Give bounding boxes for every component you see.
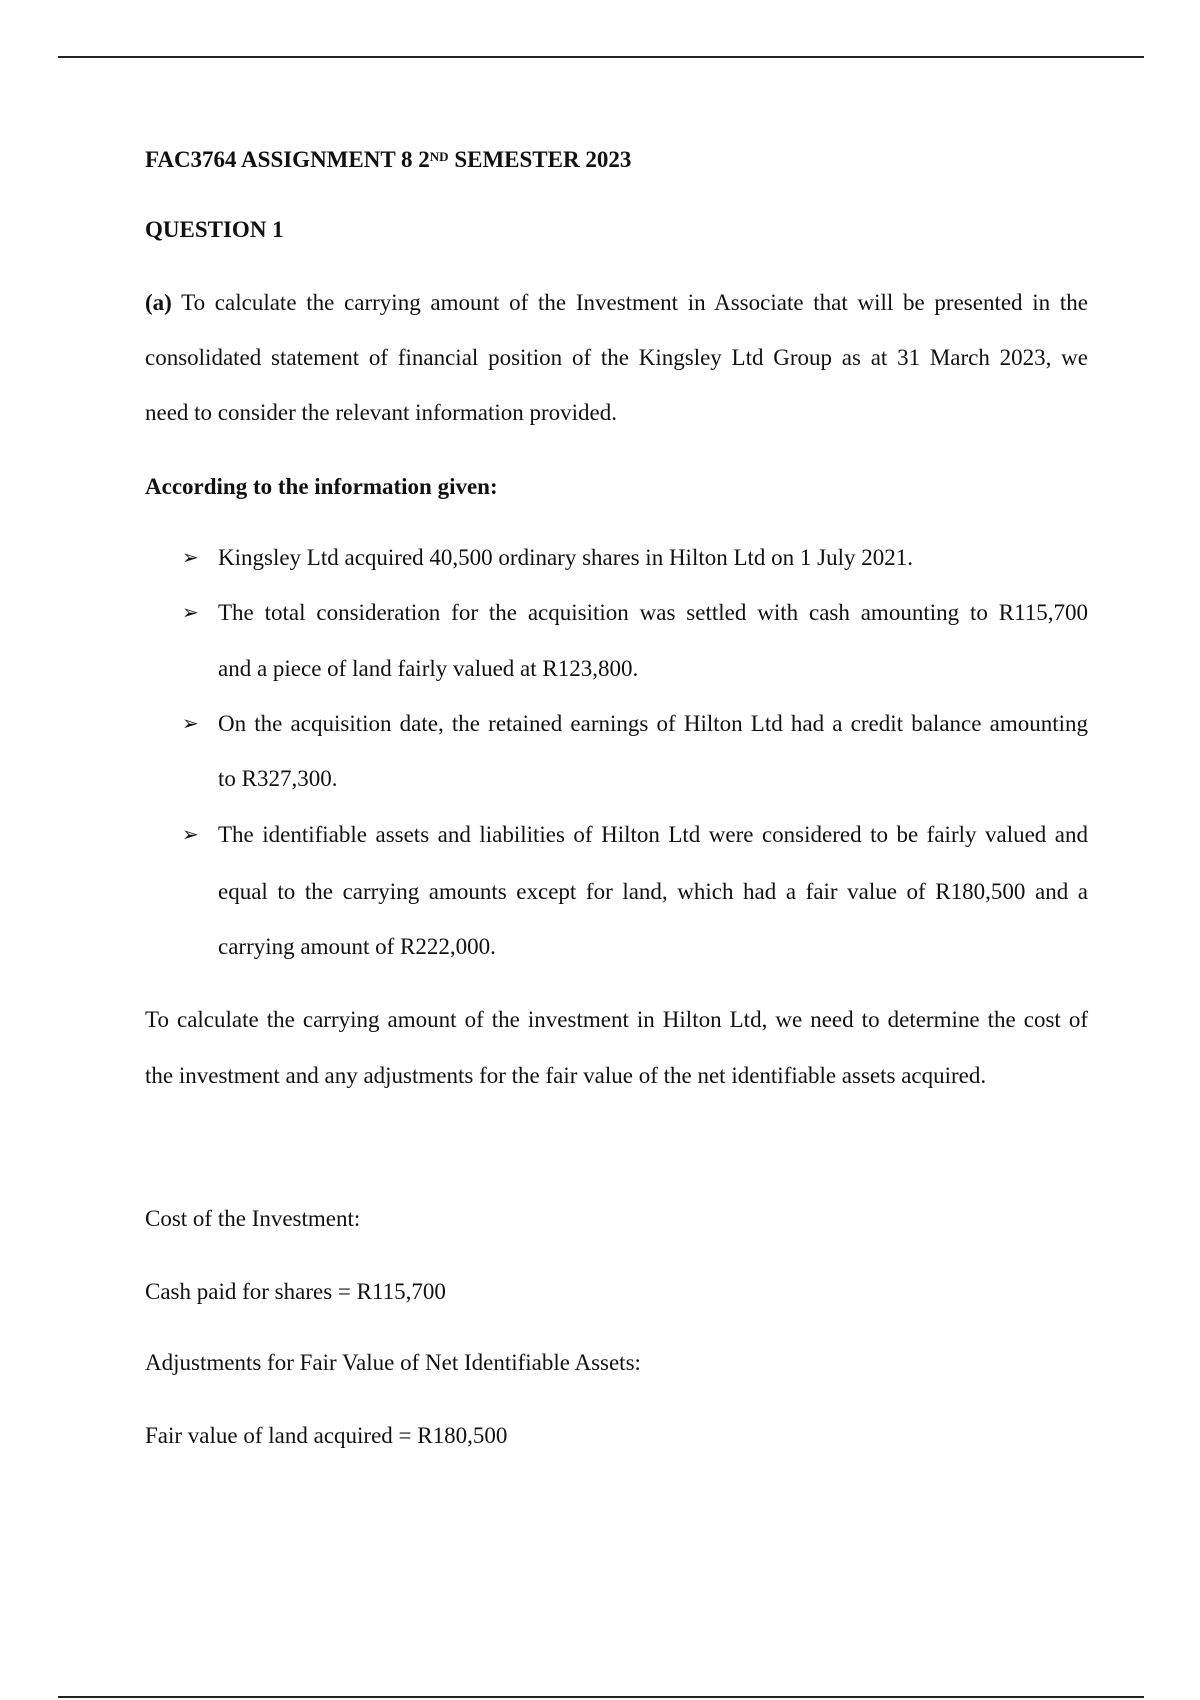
top-rule: [58, 56, 1144, 58]
arrow-bullet-icon: ➢: [182, 547, 199, 569]
part-a-line-1: (a) To calculate the carrying amount of the Investment in Associate that will be presented in the: [145, 290, 1088, 315]
part-a-label: (a): [145, 290, 172, 315]
arrow-bullet-icon: ➢: [182, 713, 199, 735]
cash-paid-line: Cash paid for shares = R115,700: [145, 1279, 446, 1304]
document-title: FAC3764 ASSIGNMENT 8 2ND SEMESTER 2023: [145, 147, 632, 172]
arrow-bullet-icon: ➢: [182, 824, 199, 846]
bullet-2-line-2: and a piece of land fairly valued at R123,800.: [218, 656, 639, 681]
bullet-1-line-1: Kingsley Ltd acquired 40,500 ordinary shares in Hilton Ltd on 1 July 2021.: [218, 545, 914, 570]
info-heading: According to the information given:: [145, 474, 498, 499]
adjustments-heading: Adjustments for Fair Value of Net Identifiable Assets:: [145, 1350, 641, 1375]
question-heading: QUESTION 1: [145, 217, 284, 242]
method-line-2: the investment and any adjustments for the fair value of the net identifiable assets acquired.: [145, 1063, 987, 1088]
method-line-1: To calculate the carrying amount of the investment in Hilton Ltd, we need to determine the cost of: [145, 1007, 1088, 1032]
cost-heading: Cost of the Investment:: [145, 1206, 361, 1231]
title-superscript: ND: [429, 149, 449, 164]
bullet-4-line-3: carrying amount of R222,000.: [218, 934, 496, 959]
land-fair-value-line: Fair value of land acquired = R180,500: [145, 1423, 508, 1448]
bullet-4-line-2: equal to the carrying amounts except for land, which had a fair value of R180,500 and a: [218, 879, 1088, 904]
bullet-3-line-1: On the acquisition date, the retained earnings of Hilton Ltd had a credit balance amounting: [218, 711, 1088, 736]
bullet-3-line-2: to R327,300.: [218, 766, 338, 791]
part-a-line-3: need to consider the relevant information provided.: [145, 400, 617, 425]
bottom-rule: [58, 1696, 1144, 1698]
bullet-4-line-1: The identifiable assets and liabilities of Hilton Ltd were considered to be fairly valued and: [218, 822, 1088, 847]
arrow-bullet-icon: ➢: [182, 602, 199, 624]
bullet-2-line-1: The total consideration for the acquisition was settled with cash amounting to R115,700: [218, 600, 1088, 625]
part-a-line-2: consolidated statement of financial position of the Kingsley Ltd Group as at 31 March 2023, we: [145, 345, 1088, 370]
